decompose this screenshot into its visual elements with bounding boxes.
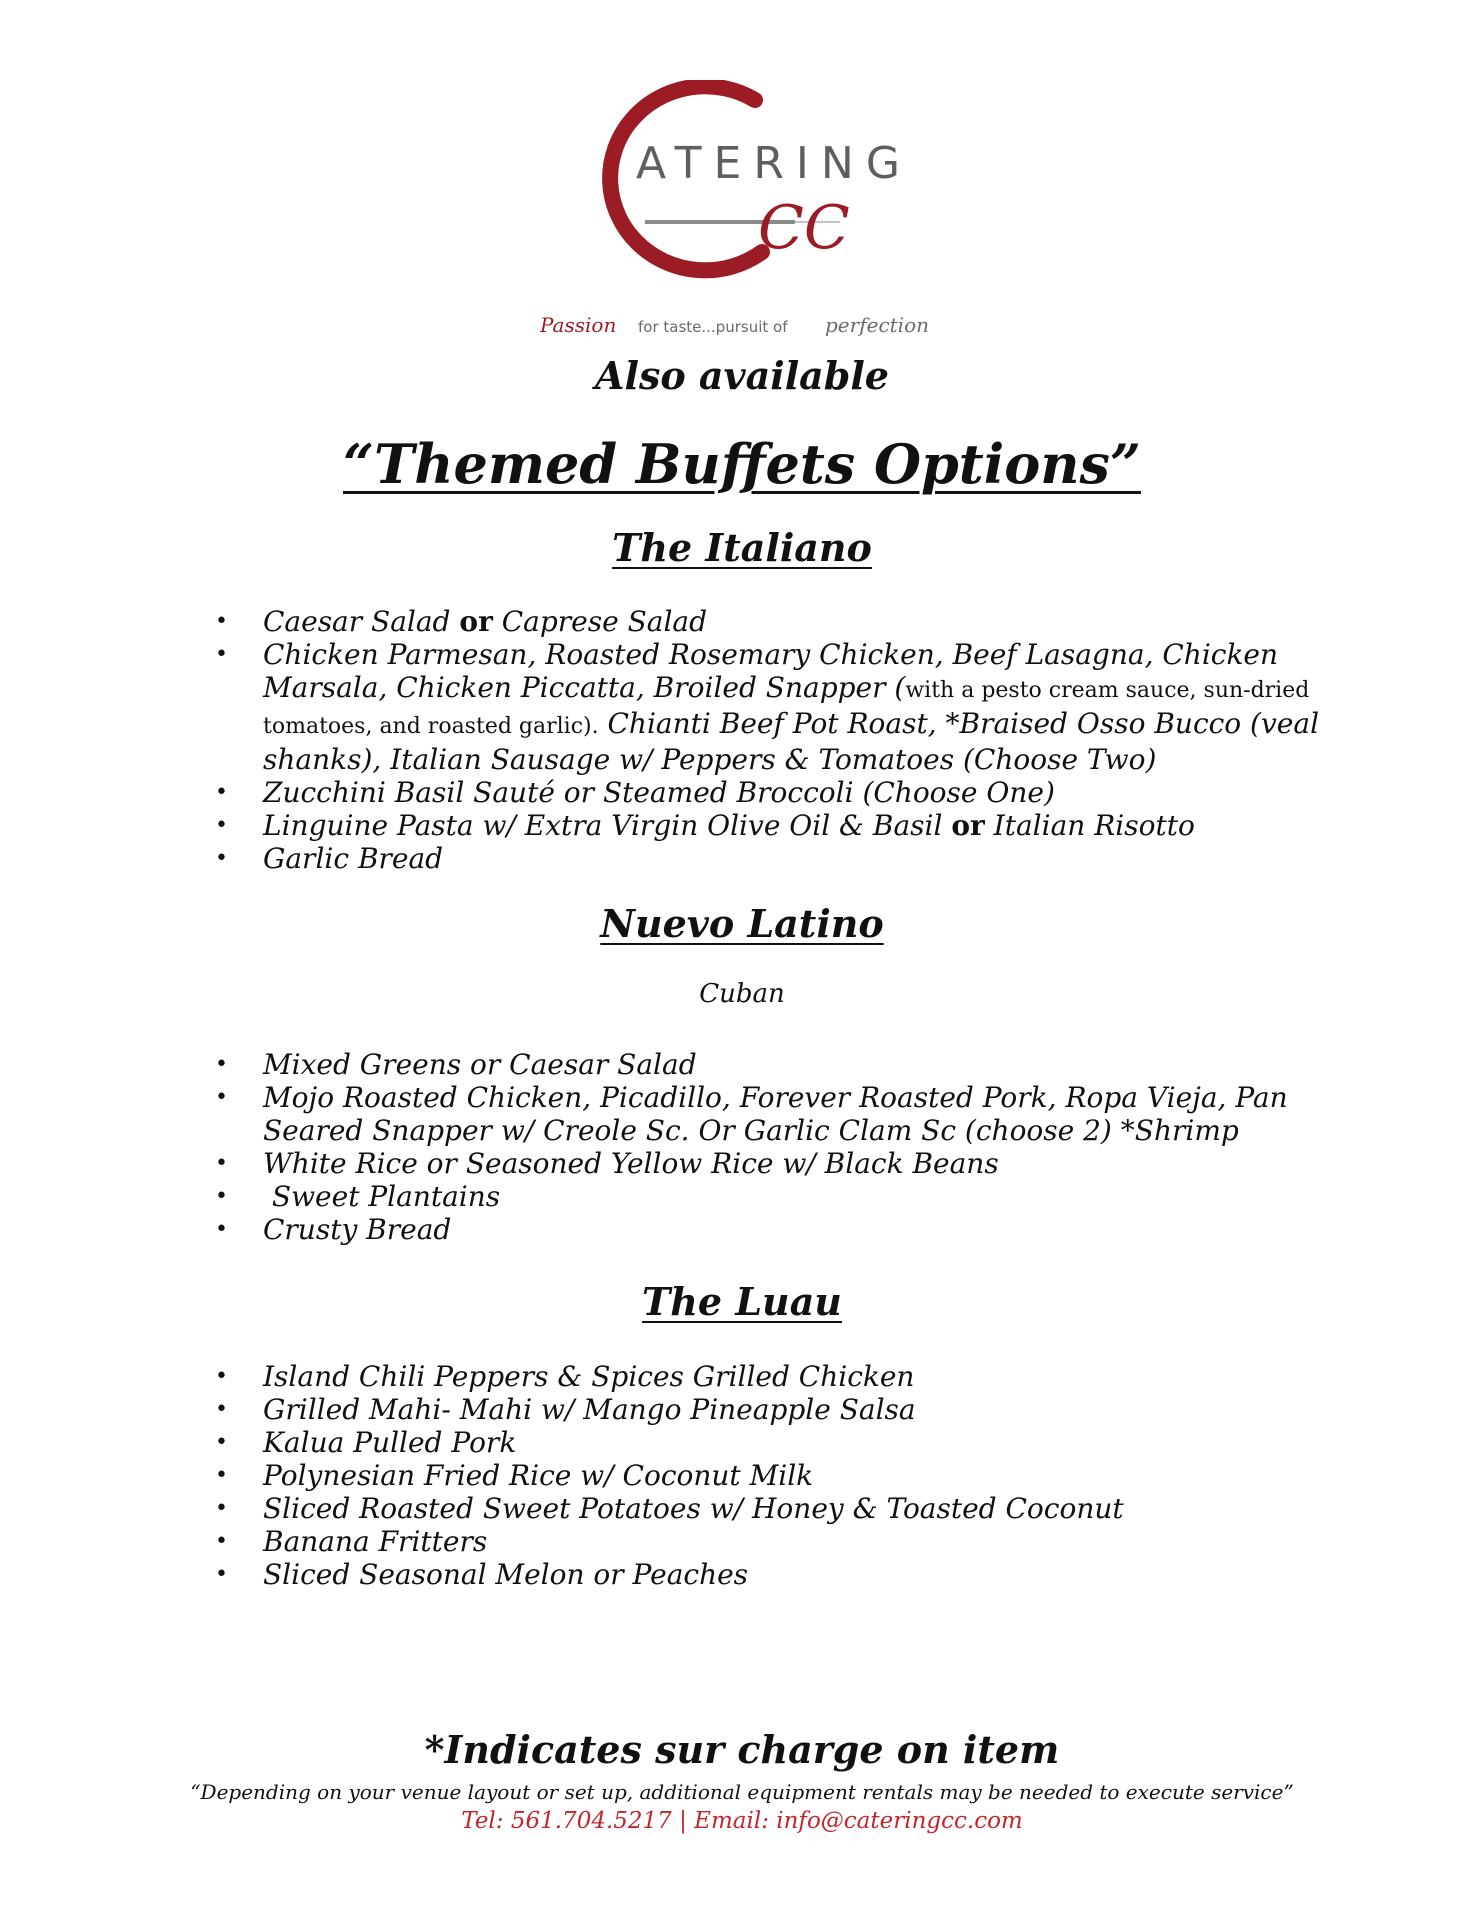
list-item: • Sliced Seasonal Melon or Peaches bbox=[215, 1558, 1325, 1591]
item-text: Linguine Pasta w/ Extra Virgin Olive Oil & Basil bbox=[263, 809, 952, 842]
catering-cc-logo bbox=[540, 80, 960, 350]
section-title-italiano-text: The Italiano bbox=[612, 525, 872, 570]
list-item bbox=[215, 638, 1325, 776]
list-item: • Crusty Bread bbox=[215, 1213, 1325, 1246]
also-available-heading: Also available bbox=[595, 353, 889, 398]
list-item: • Mojo Roasted Chicken, Picadillo, Forever Roasted Pork, Ropa Vieja, Pan Seared Snapper w/ Creole Sc. Or Garlic Clam Sc (choose 2) *Shrimp bbox=[215, 1081, 1325, 1147]
logo-tagline-passion: Passion bbox=[540, 313, 617, 337]
section-title-latino-text: Nuevo Latino bbox=[600, 901, 884, 946]
logo-monogram: CC bbox=[758, 193, 850, 263]
list-item bbox=[215, 605, 1325, 638]
list-item: • Grilled Mahi- Mahi w/ Mango Pineapple Salsa bbox=[215, 1393, 1325, 1426]
venue-disclaimer: “Depending on your venue layout or set up, additional equipment rentals may be needed to execute service” bbox=[190, 1780, 1294, 1804]
logo-graphic bbox=[540, 80, 960, 350]
item-text: Chianti Beef Pot Roast, *Braised Osso Bucco (veal shanks), Italian Sausage w/ Peppers & Tomatoes (Choose Two) bbox=[263, 707, 1320, 776]
list-item: • Polynesian Fried Rice w/ Coconut Milk bbox=[215, 1459, 1325, 1492]
item-text: Italian Risotto bbox=[984, 809, 1195, 842]
page-title-text: “Themed Buffets Options” bbox=[343, 432, 1141, 496]
latino-list bbox=[215, 1048, 1325, 1246]
list-item: • Banana Fritters bbox=[215, 1525, 1325, 1558]
item-text-bold: or bbox=[951, 809, 985, 842]
list-item: • Sliced Roasted Sweet Potatoes w/ Honey & Toasted Coconut bbox=[215, 1492, 1325, 1525]
item-text: Chicken Parmesan, Roasted Rosemary Chicken, Beef Lasagna, Chicken Marsala, Chicken Piccatta, Broiled Snapper ( bbox=[263, 638, 1279, 704]
page-title bbox=[0, 432, 1484, 496]
section-title-latino bbox=[0, 901, 1484, 946]
list-item bbox=[215, 809, 1325, 842]
list-item: • Sweet Plantains bbox=[215, 1180, 1325, 1213]
list-item: • White Rice or Seasoned Yellow Rice w/ Black Beans bbox=[215, 1147, 1325, 1180]
surcharge-note: *Indicates sur charge on item bbox=[424, 1727, 1060, 1772]
section-title-luau bbox=[0, 1279, 1484, 1324]
list-item: • Zucchini Basil Sauté or Steamed Broccoli (Choose One) bbox=[215, 776, 1325, 809]
logo-tagline-perfection: perfection bbox=[825, 313, 929, 337]
logo-tagline-middle: for taste...pursuit of bbox=[638, 318, 788, 336]
list-item: • Garlic Bread bbox=[215, 842, 1325, 875]
section-title-italiano bbox=[0, 525, 1484, 570]
contact-info: Tel: 561.704.5217 | Email: info@cateringcc.com bbox=[461, 1808, 1023, 1834]
item-text: Caprese Salad bbox=[492, 605, 708, 638]
item-text-small: with a pesto cream sauce, sun-dried tomatoes, and roasted garlic). bbox=[263, 678, 1310, 739]
list-item: • Mixed Greens or Caesar Salad bbox=[215, 1048, 1325, 1081]
list-item: • Kalua Pulled Pork bbox=[215, 1426, 1325, 1459]
section-title-luau-text: The Luau bbox=[642, 1279, 842, 1324]
luau-list bbox=[215, 1360, 1325, 1591]
section-subtitle-cuban: Cuban bbox=[699, 979, 785, 1009]
list-item: • Island Chili Peppers & Spices Grilled Chicken bbox=[215, 1360, 1325, 1393]
item-text: Caesar Salad bbox=[263, 605, 460, 638]
logo-wordmark: ATERING bbox=[636, 138, 912, 189]
item-text-bold: or bbox=[459, 605, 493, 638]
italiano-list bbox=[215, 605, 1325, 875]
